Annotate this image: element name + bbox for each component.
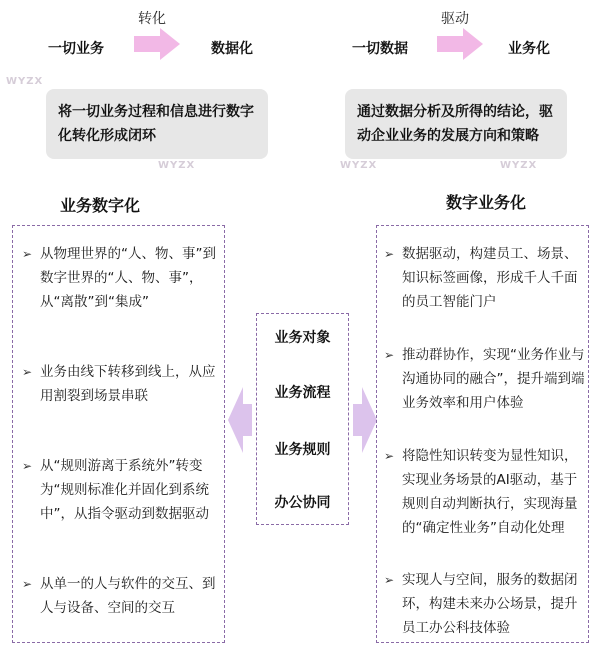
watermark: WYZX <box>158 160 196 171</box>
flow-verb-drive: 驱动 <box>441 11 469 27</box>
chevron-right-icon: ➢ <box>22 577 33 591</box>
convert-description: 将一切业务过程和信息进行数字化转化形成闭环 <box>58 104 254 144</box>
center-item-office-collaboration: 办公协同 <box>274 495 331 511</box>
watermark: WYZX <box>340 160 378 171</box>
chevron-right-icon: ➢ <box>384 247 395 261</box>
watermark: WYZX <box>6 76 44 87</box>
pink-arrow-icon <box>134 28 180 60</box>
pink-arrow-icon <box>437 28 483 60</box>
right-list-item: ➢ 推动群协作，实现“业务作业与沟通协同的融合”，提升端到端业务效率和用户体验 <box>384 343 586 415</box>
left-list-item: ➢ 从物理世界的“人、物、事”到数字世界的“人、物、事”，从“离散”到“集成” <box>22 242 222 314</box>
left-arrow-icon <box>228 387 252 453</box>
chevron-right-icon: ➢ <box>384 573 395 587</box>
right-arrow-icon <box>353 387 377 453</box>
right-column-title: 数字业务化 <box>446 193 527 212</box>
right-list-item: ➢ 将隐性知识转变为显性知识，实现业务场景的AI驱动，基于规则自动判断执行，实现海量的“确定性业务”自动化处理 <box>384 444 586 540</box>
left-column-title: 业务数字化 <box>60 196 141 215</box>
center-dashed-box <box>256 313 349 525</box>
left-list-item: ➢ 业务由线下转移到线上，从应用割裂到场景串联 <box>22 360 222 408</box>
flow-to-businessization: 业务化 <box>508 41 550 57</box>
chevron-right-icon: ➢ <box>22 365 33 379</box>
left-list-item: ➢ 从单一的人与软件的交互、到人与设备、空间的交互 <box>22 572 222 620</box>
watermark: WYZX <box>500 160 538 171</box>
drive-description: 通过数据分析及所得的结论，驱动企业业务的发展方向和策略 <box>357 104 553 144</box>
convert-description-box <box>46 89 268 159</box>
flow-from-all-data: 一切数据 <box>352 41 408 57</box>
chevron-right-icon: ➢ <box>22 459 33 473</box>
drive-description-box <box>345 89 567 159</box>
chevron-right-icon: ➢ <box>22 247 33 261</box>
flow-verb-convert: 转化 <box>138 11 166 27</box>
flow-to-digitization: 数据化 <box>211 41 253 57</box>
right-list-item: ➢ 实现人与空间，服务的数据闭环，构建未来办公场景，提升员工办公科技体验 <box>384 568 586 640</box>
chevron-right-icon: ➢ <box>384 449 395 463</box>
right-list-item: ➢ 数据驱动，构建员工、场景、知识标签画像，形成千人千面的员工智能门户 <box>384 242 586 314</box>
flow-from-all-business: 一切业务 <box>48 41 104 57</box>
center-item-business-process: 业务流程 <box>274 385 331 401</box>
center-item-business-rule: 业务规则 <box>274 442 331 458</box>
left-list-item: ➢ 从“规则游离于系统外”转变为“规则标准化并固化到系统中”，从指令驱动到数据驱动 <box>22 454 222 526</box>
center-item-business-object: 业务对象 <box>274 330 331 346</box>
chevron-right-icon: ➢ <box>384 348 395 362</box>
